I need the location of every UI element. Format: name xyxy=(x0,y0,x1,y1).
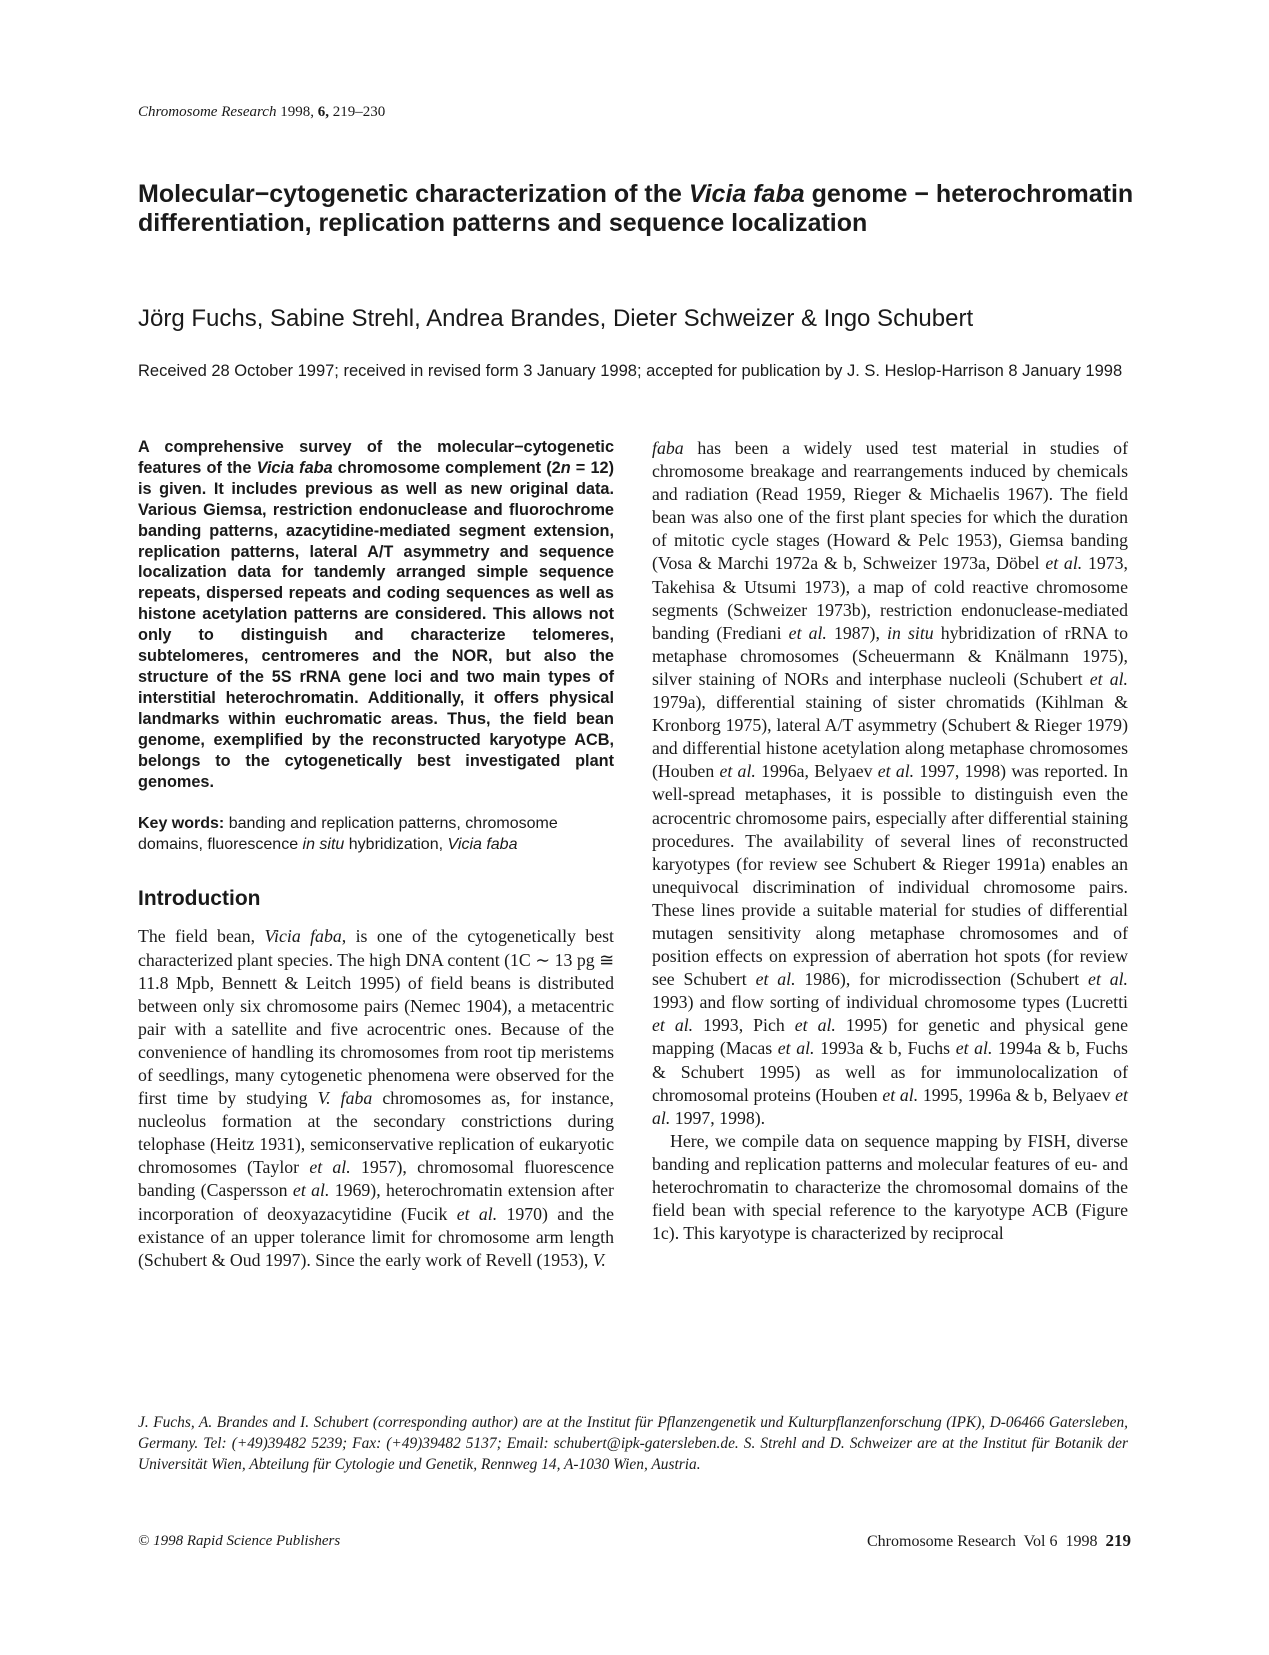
page-footer xyxy=(867,1531,1131,1551)
intro-paragraph-2: Here, we compile data on sequence mapping by FISH, diverse banding and replication patterns and molecular features of eu- and heterochromatin to characterize the chromosomal domains of the field bean with special reference to the karyotype ACB (Figure 1c). This karyotype is characterized by reciprocal xyxy=(652,1130,1128,1244)
journal-year: 1998, xyxy=(280,104,314,120)
left-column xyxy=(138,437,614,1272)
intro-paragraph-1b: faba has been a widely used test material in studies of chromosome breakage and rearrangements induced by chemicals and radiation (Read 1959, Rieger & Michaelis 1967). The field bean was also one of the first plant species for which the duration of mitotic cycle stages (Howard & Pelc 1953), Giemsa banding (Vosa & Marchi 1972a & b, Schweizer 1973a, Döbel et al. 1973, Takehisa & Utsumi 1973), a map of cold reactive chromosome segments (Schweizer 1973b), restriction endonuclease-mediated banding (Frediani et al. 1987), in situ hybridization of rRNA to metaphase chromosomes (Scheuermann & Knälmann 1975), silver staining of NORs and interphase nucleoli (Schubert et al. 1979a), differential staining of sister chromatids (Kihlman & Kronborg 1975), lateral A/T asymmetry (Schubert & Rieger 1979) and differential histone acetylation along metaphase chromosomes (Houben et al. 1996a, Belyaev et al. 1997, 1998) was reported. In well-spread metaphases, it is possible to distinguish even the acrocentric chromosome pairs, especially after differential staining procedures. The availability of several lines of reconstructed karyotypes (for review see Schubert & Rieger 1991a) enables an unequivocal discrimination of individual chromosome pairs. These lines provide a suitable material for studies of differential mutagen sensitivity along metaphase chromosomes and of position effects on expression of aberration hot spots (for review see Schubert et al. 1986), for microdissection (Schubert et al. 1993) and flow sorting of individual chromosome types (Lucretti et al. 1993, Pich et al. 1995) for genetic and physical gene mapping (Macas et al. 1993a & b, Fuchs et al. 1994a & b, Fuchs & Schubert 1995) as well as for immunolocalization of chromosomal proteins (Houben et al. 1995, 1996a & b, Belyaev et al. 1997, 1998). xyxy=(652,438,1128,1128)
intro-paragraph-1a: The field bean, Vicia faba, is one of the cytogenetically best characterized plant species. The high DNA content (1C ∼ 13 pg ≅ 11.8 Mpb, Bennett & Leitch 1995) of field beans is distributed between only six chromosome pairs (Nemec 1904), a metacentric pair with a satellite and five acrocentric ones. Because of the convenience of handling its chromosomes from root tip meristems of seedlings, many cytogenetic phenomena were observed for the first time by studying V. faba chromosomes as, for instance, nucleolus formation at the secondary constrictions during telophase (Heitz 1931), semiconservative replication of eukaryotic chromosomes (Taylor et al. 1957), chromosomal fluorescence banding (Caspersson et al. 1969), heterochromatin extension after incorporation of deoxyazacytidine (Fucik et al. 1970) and the existance of an upper tolerance limit for chromosome arm length (Schubert & Oud 1997). Since the early work of Revell (1953), V. xyxy=(138,926,615,1270)
journal-volume: 6, xyxy=(317,104,329,120)
section-heading-introduction: Introduction xyxy=(138,887,261,911)
copyright-notice: © 1998 Rapid Science Publishers xyxy=(138,1533,341,1549)
footer-journal: Chromosome Research Vol 6 1998 xyxy=(867,1533,1098,1550)
keywords: Key words: banding and replication patterns, chromosome domains, fluorescence in situ hybridization, Vicia faba xyxy=(138,815,558,854)
journal-pages: 219–230 xyxy=(332,104,386,120)
received-dates: Received 28 October 1997; received in revised form 3 January 1998; accepted for publication by J. S. Heslop-Harrison 8 January 1998 xyxy=(138,362,1123,380)
author-list: Jörg Fuchs, Sabine Strehl, Andrea Brandes, Dieter Schweizer & Ingo Schubert xyxy=(138,305,974,332)
right-column xyxy=(652,437,1128,1245)
journal-citation xyxy=(138,104,385,121)
author-affiliation-footnote: J. Fuchs, A. Brandes and I. Schubert (corresponding author) are at the Institut für Pflanzengenetik und Kulturpflanzenforschung (IPK), D-06466 Gatersleben, Germany. Tel: (+49)39482 5239; Fax: (+49)39482 5137; Email: schubert@ipk-gatersleben.de. S. Strehl and D. Schweizer are at the Institut für Botanik der Universität Wien, Abteilung für Cytologie und Genetik, Rennweg 14, A-1030 Wien, Austria. xyxy=(138,1414,1128,1473)
article-title: Molecular−cytogenetic characterization of the Vicia faba genome − heterochromatin differentiation, replication patterns and sequence localization xyxy=(138,180,1134,237)
page-number: 219 xyxy=(1105,1531,1131,1550)
title-species: Vicia faba xyxy=(688,180,805,208)
abstract: A comprehensive survey of the molecular−cytogenetic features of the Vicia faba chromosome complement (2n = 12) is given. It includes previous as well as new original data. Various Giemsa, restriction endonuclease and fluorochrome banding patterns, azacytidine-mediated segment extension, replication patterns, lateral A/T asymmetry and sequence localization data for tandemly arranged simple sequence repeats, dispersed repeats and coding sequences as well as histone acetylation patterns are considered. This allows not only to distinguish and characterize telomeres, subtelomeres, centromeres and the NOR, but also the structure of the 5S rRNA gene loci and two main types of interstitial heterochromatin. Additionally, it offers physical landmarks within euchromatic areas. Thus, the field bean genome, exemplified by the reconstructed karyotype ACB, belongs to the cytogenetically best investigated plant genomes. xyxy=(138,438,614,791)
journal-name: Chromosome Research xyxy=(138,104,277,120)
